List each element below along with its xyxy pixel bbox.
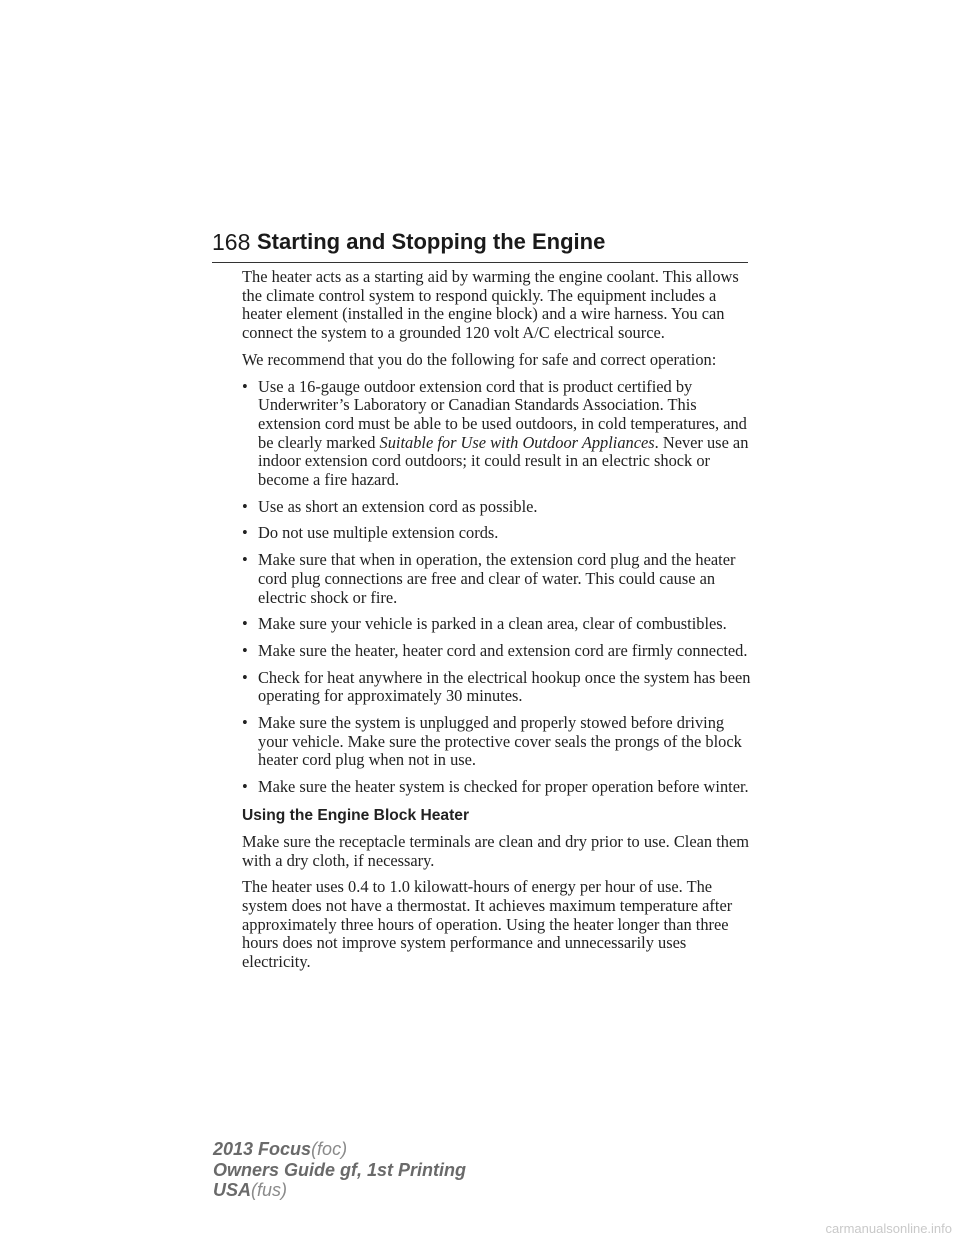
bullet-icon: • — [242, 523, 248, 543]
bullet-icon: • — [242, 550, 248, 570]
footer-model: 2013 Focus — [213, 1139, 312, 1159]
subheading: Using the Engine Block Heater — [242, 806, 470, 824]
page-number: 168 — [212, 229, 251, 255]
bullet-text: Make sure the system is unplugged and properly stowed before driving your vehicle. Make sure the protective cover seals the prongs of the block heater cord plug when not in use. — [258, 713, 742, 770]
page-header — [212, 226, 748, 263]
bullet-text: Make sure the heater system is checked for proper operation before winter. — [258, 777, 749, 797]
list-item — [242, 498, 754, 517]
safety-list — [242, 378, 754, 797]
bullet-text: Check for heat anywhere in the electrical hookup once the system has been operating for approximately 30 minutes. — [258, 667, 751, 706]
bullet-text: Make sure the heater, heater cord and extension cord are firmly connected. — [258, 640, 748, 660]
bullet-icon: • — [242, 640, 248, 660]
footer-model-code: (foc) — [311, 1139, 348, 1159]
footer-market: USA — [213, 1180, 252, 1200]
bullet-icon: • — [242, 496, 248, 516]
bullet-text: Do not use multiple extension cords. — [258, 523, 499, 543]
watermark: carmanualsonline.info — [825, 1221, 952, 1236]
bullet-icon: • — [242, 713, 248, 733]
list-item — [242, 669, 754, 706]
list-item — [242, 615, 754, 634]
footer-market-code: (fus) — [251, 1180, 288, 1200]
section-title: Starting and Stopping the Engine — [257, 229, 606, 254]
bullet-text-end: . Never use an indoor extension cord outdoors; it could result in an electric shock or become a fire hazard. — [258, 432, 749, 490]
bullet-icon: • — [242, 667, 248, 687]
list-item — [242, 524, 754, 543]
intro-paragraph: The heater acts as a starting aid by warming the engine coolant. This allows the climate control system to respond quickly. The equipment includes a heater element (installed in the engine block) and a wire harness. You can connect the system to a grounded 120 volt A/C electrical source. — [242, 267, 739, 343]
footer-line-market — [213, 1180, 466, 1201]
document-footer — [213, 1139, 466, 1201]
bullet-text: Use a 16-gauge outdoor extension cord that is product certified by Underwriter’s Laboratory or Canadian Standards Association. This extension cord must be able to be used outdoors, in cold temperatures, and be clearly marked — [258, 376, 747, 452]
list-item — [242, 714, 754, 770]
list-item — [242, 378, 754, 490]
bullet-italic-text: Suitable for Use with Outdoor Appliances — [379, 432, 655, 452]
recommend-paragraph: We recommend that you do the following for safe and correct operation: — [242, 349, 717, 369]
bullet-text: Make sure your vehicle is parked in a clean area, clear of combustibles. — [258, 614, 727, 634]
page-content — [242, 268, 754, 980]
footer-line-model — [213, 1139, 466, 1160]
list-item — [242, 778, 754, 797]
bullet-icon: • — [242, 614, 248, 634]
bullet-text: Use as short an extension cord as possible. — [258, 496, 538, 516]
bullet-icon: • — [242, 376, 248, 396]
receptacle-paragraph: Make sure the receptacle terminals are clean and dry prior to use. Clean them with a dry cloth, if necessary. — [242, 831, 749, 870]
list-item — [242, 642, 754, 661]
bullet-text: Make sure that when in operation, the extension cord plug and the heater cord plug connections are free and clear of water. This could cause an electric shock or fire. — [258, 550, 736, 607]
footer-guide: Owners Guide gf, 1st Printing — [213, 1159, 467, 1180]
list-item — [242, 551, 754, 607]
bullet-icon: • — [242, 777, 248, 797]
energy-paragraph: The heater uses 0.4 to 1.0 kilowatt-hours of energy per hour of use. The system does not have a thermostat. It achieves maximum temperature after approximately three hours of operation. Using the heater longer than three hours does not improve system performance and unnecessarily uses electricity. — [242, 877, 733, 972]
